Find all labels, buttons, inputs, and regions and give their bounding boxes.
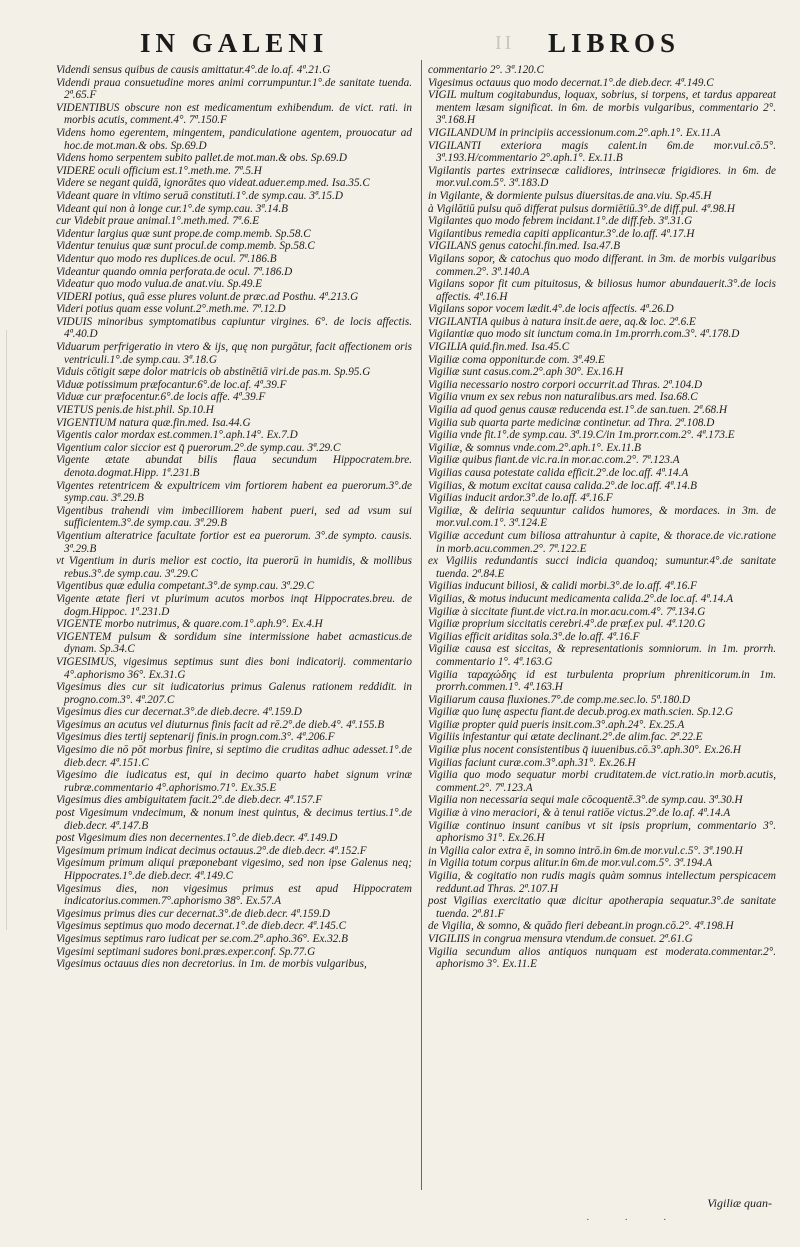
index-entry: Vigilias efficit ariditas sola.3°.de lo.aff. 4ª.16.F	[428, 630, 640, 643]
index-entry: Vigilantis partes extrinsecæ calidiores, intrinsecæ frigidiores. in 6m. de mor.vul.com.5°. 3ª.183.D	[428, 164, 776, 190]
index-entry: Vigiliæ causa est siccitas, & representationis somniorum. in 1m. prorrh. commentario 1°. 4ª.163.G	[428, 643, 776, 668]
index-entry: Vigiliæ quibus fiant.de vic.ra.in mor.ac.com.2°. 7ª.123.A	[428, 454, 680, 467]
index-entry: VIGILIA quid.fin.med. Isa.45.C	[428, 341, 570, 354]
index-entry: Vigilia sub quarta parte medicinæ continetur. ad Thra. 2ª.108.D	[428, 416, 715, 429]
index-entry: Vigilia ταραχώδης id est turbulenta proprium phreniticorum.in 1m. prorrh.commen.1°. 4ª.163.H	[428, 668, 776, 694]
index-entry: Vigesimus dies cur sit iudicatorius primus Galenus rationem reddidit. in progno.com.3°. 4ª.207.C	[56, 681, 412, 706]
index-entry: post Vigesimum dies non decernentes.1°.de dieb.decr. 4ª.149.D	[56, 832, 338, 845]
running-head-right: LIBROS	[548, 28, 681, 58]
index-entry: vt Vigentium in duris melior est coctio, ita puerorū in humidis, & mollibus rebus.3°.de symp.cau. 3ª.29.C	[56, 555, 412, 580]
index-entry: Vigilantes quo modo febrem incidant.1°.de diff.feb. 3ª.31.G	[428, 215, 693, 228]
index-entry: Vigesimus octauus quo modo decernat.1°.de dieb.decr. 4ª.149.C	[428, 76, 714, 89]
index-entry: Vigente ætate fieri vt plurimum acutos morbos inqt Hippocrates.breu. de dogm.Hippoc. 1ª.231.D	[56, 592, 412, 618]
index-entry: Vigente ætate abundat bilis flaua secundum Hippocratem.bre. denota.dogmat.Hipp. 1ª.231.B	[56, 454, 412, 479]
index-entry: Vigiliæ propter quid pueris insit.com.3°.aph.24°. Ex.25.A	[428, 718, 685, 731]
index-entry: Vigilantibus remedia capiti applicantur.3°.de lo.aff. 4ª.17.H	[428, 227, 695, 240]
index-column-right	[428, 64, 776, 971]
index-entry: in Vigilia calor extra ē, in somno intrō.in 6m.de mor.vul.c.5°. 3ª.190.H	[428, 844, 743, 857]
index-entry: cur Videbit praue animal.1°.meth.med. 7ª.6.E	[56, 215, 260, 228]
index-entry: VIGENTE morbo nutrimus, & quare.com.1°.aph.9°. Ex.4.H	[56, 618, 323, 631]
index-entry: VIGESIMUS, vigesimus septimus sunt dies boni indicatorij. commentario 4°.aphorismo 36°. Ex.31.G	[56, 655, 412, 681]
index-entry: Videndi sensus quibus de causis amittatur.4°.de lo.af. 4ª.21.G	[56, 64, 331, 76]
page-edge-shadow	[6, 330, 15, 930]
index-entry: de Vigilia, & somno, & quādo fieri debeant.in progn.cō.2°. 4ª.198.H	[428, 920, 734, 933]
index-entry: Vigilias inducit ardor.3°.de lo.aff. 4ª.16.F	[428, 492, 613, 505]
index-entry: commentario 2°. 3ª.120.C	[428, 64, 545, 76]
index-entry: Vigilantiæ quo modo sit iunctum coma.in 1m.prorrh.com.3°. 4ª.178.D	[428, 328, 740, 341]
index-entry: Viduæ cur præfocentur.6°.de locis affe. 4ª.39.F	[56, 391, 266, 404]
index-entry: Viduarum perfrigeratio in vtero & ijs, quę non purgātur, facit affectionem oris ventriculi.1°.de symp.cau. 3ª.18.G	[56, 341, 412, 366]
index-entry: Vigiliæ accedunt cum biliosa attrahuntur à capite, & thorace.de vic.ratione in morb.acu.commen.2°. 7ª.122.E	[428, 529, 776, 555]
index-entry: Vigiliarum causa fluxiones.7°.de comp.me.sec.lo. 5ª.180.D	[428, 693, 691, 706]
index-entry: Vigesimus an acutus vel diuturnus finis facit ad rē.2°.de dieb.4°. 4ª.155.B	[56, 718, 385, 731]
index-entry: Vigilias, & motus inducunt medicamenta calida.2°.de loc.af. 4ª.14.A	[428, 592, 734, 605]
index-entry: Vigesimum primum indicat decimus octauus.2°.de dieb.decr. 4ª.152.F	[56, 844, 367, 857]
index-entry: Vigiliæ, & somnus vnde.com.2°.aph.1°. Ex.11.B	[428, 441, 641, 454]
index-entry: Videntur quo modo res duplices.de ocul. 7ª.186.B	[56, 252, 277, 265]
index-entry: Vigilia vnde fit.1°.de symp.cau. 3ª.19.C/in 1m.prorr.com.2°. 4ª.173.E	[428, 429, 735, 442]
index-entry: Vigesimus septimus raro iudicat per se.com.2°.apho.36°. Ex.32.B	[56, 932, 349, 945]
index-entry: Vigilia, & cogitatio non rudis magis quàm somnus intellectum perspicacem reddunt.ad Thras. 2ª.107.H	[428, 870, 776, 895]
index-entry: Vigiliæ quo lunę aspectu fiant.de decub.prog.ex math.scien. Sp.12.G	[428, 706, 734, 719]
index-entry: Vigiliæ coma opponitur.de com. 3ª.49.E	[428, 353, 605, 366]
index-entry: Vigilans sopor, & catochus quo modo differant. in 3m. de morbis vulgaribus commen.2°. 3ª.140.A	[428, 252, 776, 278]
index-entry: Vigilias, & motum excitat causa calida.2°.de loc.aff. 4ª.14.B	[428, 479, 697, 492]
column-divider	[421, 60, 422, 1190]
running-head-left: IN GALENI	[140, 28, 329, 58]
index-entry: Vigilia quo modo sequatur morbi cruditatem.de vict.ratio.in morb.acutis, comment.2°. 7ª.123.A	[428, 769, 776, 794]
index-entry: VIGIL multum cogitabundus, loquax, sobrius, si torpens, et tardus appareat mentem læsam significat. in 6m. de morbis vulgaribus, commentario 2°. 3ª.168.H	[428, 89, 776, 127]
index-entry: Vigilia non necessaria sequi male cōcoquentē.3°.de symp.cau. 3ª.30.H	[428, 794, 743, 807]
print-specks: · · ·	[586, 1214, 683, 1226]
index-entry: Vigiliæ à siccitate fiunt.de vict.ra.in mor.acu.com.4°. 7ª.134.G	[428, 605, 706, 618]
index-entry: VIGILANTI exteriora magis calent.in 6m.de mor.vul.cō.5°. 3ª.193.H/commentario 2°.aph.1°. Ex.11.B	[428, 139, 776, 165]
index-entry: VIGILANDUM in principiis accessionum.com.2°.aph.1°. Ex.11.A	[428, 126, 721, 139]
index-entry: Videatur quo modo vulua.de anat.viu. Sp.49.E	[56, 278, 263, 291]
index-entry: Vigesimus dies, non vigesimus primus est apud Hippocratem indicatorius.commen.7°.aphorismo 38°. Ex.57.A	[56, 882, 412, 908]
index-entry: Videns homo serpentem subito pallet.de mot.man.& obs. Sp.69.D	[56, 152, 347, 165]
index-entry: Vigesimus primus dies cur decernat.3°.de dieb.decr. 4ª.159.D	[56, 907, 330, 920]
index-entry: VIGENTEM pulsum & sordidum sine intermissione habet acmasticus.de dynam. Sp.34.C	[56, 630, 412, 656]
index-entry: VIETUS penis.de hist.phil. Sp.10.H	[56, 404, 214, 417]
index-entry: Vigesimus dies cur decernat.3°.de dieb.decre. 4ª.159.D	[56, 706, 302, 719]
index-entry: Vigesimus dies tertij septenarij finis.in progn.com.3°. 4ª.206.F	[56, 731, 335, 744]
index-entry: Vigesimus dies ambiguitatem facit.2°.de dieb.decr. 4ª.157.F	[56, 794, 323, 807]
index-entry: Vigilia ad quod genus causæ reducenda est.1°.de san.tuen. 2ª.68.H	[428, 404, 728, 417]
index-entry: Viduæ potissimum præfocantur.6°.de loc.af. 4ª.39.F	[56, 378, 287, 391]
index-entry: Vigesimi septimani sudores boni.præs.exper.conf. Sp.77.G	[56, 945, 316, 958]
index-entry: Vigesimo die iudicatus est, qui in decimo quarto habet signum vrinæ rubræ.commentario 4°.aphorismo.71°. Ex.35.E	[56, 769, 412, 794]
index-entry: in Vigilia totum corpus alitur.in 6m.de mor.vul.com.5°. 3ª.194.A	[428, 857, 713, 870]
index-entry: post Vigesimum vndecimum, & nonum inest quintus, & decimus tertius.1°.de dieb.decr. 4ª.147.B	[56, 807, 412, 832]
index-entry: Videntur largius quæ sunt prope.de comp.memb. Sp.58.C	[56, 227, 311, 240]
index-entry: Vigentibus trahendi vim imbecilliorem habent pueri, sed ad vsum sui sufficientem.3°.de symp.cau. 3ª.29.B	[56, 504, 412, 530]
index-entry: Vigiliæ, & deliria sequuntur calidos humores, & mordaces. in 3m. de mor.vul.com.1°. 3ª.124.E	[428, 504, 776, 530]
index-entry: VIGENTIUM natura quæ.fin.med. Isa.44.G	[56, 416, 251, 429]
index-entry: Vigesimum primum aliqui præponebant vigesimo, sed non ipse Galenus neq; Hippocrates.1°.de dieb.decr. 4ª.149.C	[56, 857, 412, 882]
index-entry: Viduis cōtigit sæpe dolor matricis ob abstinētiā viri.de pas.m. Sp.95.G	[56, 366, 371, 379]
index-entry: Vigilia secundum alios antiquos nunquam est moderata.commentar.2°. aphorismo 3°. Ex.11.E	[428, 945, 776, 971]
catchword: Vigiliæ quan-	[707, 1196, 772, 1210]
index-entry: Videant qui non à longe cur.1°.de symp.cau. 3ª.14.B	[56, 202, 288, 215]
index-entry: Videre se negant quidā, ignorātes quo videat.aduer.emp.med. Isa.35.C	[56, 177, 370, 190]
index-entry: Vigentes retentricem & expultricem vim fortiorem habent ea puerorum.3°.de symp.cau. 3ª.29.B	[56, 479, 412, 505]
index-entry: Videri potius quam esse volunt.2°.meth.me. 7ª.12.D	[56, 303, 286, 316]
index-entry: VIGILANS genus catochi.fin.med. Isa.47.B	[428, 240, 621, 253]
index-entry: VIDENTIBUS obscure non est medicamentum exhibendum. de vict. rati. in morbis acutis, comment.4°. 7ª.150.F	[56, 101, 412, 127]
index-column-left	[56, 64, 412, 971]
index-entry: VIGILANTIA quibus à natura insit.de aere, aq.& loc. 2ª.6.E	[428, 315, 696, 328]
index-entry: Vigesimus septimus quo modo decernat.1°.de dieb.decr. 4ª.145.C	[56, 920, 347, 933]
index-entry: Vigilans sopor vocem lædit.4°.de locis affectis. 4ª.26.D	[428, 303, 674, 316]
index-entry: Videns homo egerentem, mingentem, pandiculatione agentem, prouocatur ad hoc.de mot.man.& obs. Sp.69.D	[56, 126, 412, 152]
index-entry: Vigiliæ plus nocent consistentibus q̄ iuuenibus.cō.3°.aph.30°. Ex.26.H	[428, 744, 741, 757]
index-entry: Videndi praua consuetudine mores animi corrumpuntur.1°.de sanitate tuenda. 2ª.65.F	[56, 76, 412, 102]
index-entry: Vigesimo die nō pōt morbus finire, si septimo die cruditas adhuc adesset.1°.de dieb.decr. 4ª.151.C	[56, 744, 412, 769]
index-entry: Videant quare in vltimo seruā constituti.1°.de symp.cau. 3ª.15.D	[56, 189, 343, 202]
index-entry: Vigentibus quæ edulia competant.3°.de symp.cau. 3ª.29.C	[56, 580, 315, 593]
index-entry: VIDERE oculi officium est.1°.meth.me. 7ª.5.H	[56, 164, 262, 177]
index-entry: Vigilans sopor fit cum pituitosus, & biliosus humor abundauerit.3°.de locis affectis. 4ª.16.H	[428, 278, 776, 303]
index-entry: Vigilia necessario nostro corpori occurrit.ad Thras. 2ª.104.D	[428, 378, 703, 391]
index-entry: Vigiliæ sunt casus.com.2°.aph 30°. Ex.16.H	[428, 366, 624, 379]
index-entry: Vigiliæ à vino meraciori, & à tenui ratiōe victus.2°.de lo.af. 4ª.14.A	[428, 807, 731, 820]
index-entry: Vigiliis infestantur qui ætate declinant.2°.de alim.fac. 2ª.22.E	[428, 731, 703, 744]
index-entry: Vigilias faciunt curæ.com.3°.aph.31°. Ex.26.H	[428, 756, 636, 769]
index-entry: ex Vigiliis redundantis succi indicia quandoq; sumuntur.4°.de sanitate tuenda. 2ª.84.E	[428, 555, 776, 580]
index-entry: Videntur tenuius quæ sunt procul.de comp.memb. Sp.58.C	[56, 240, 315, 253]
index-entry: Vigilias inducunt biliosi, & calidi morbi.3°.de lo.aff. 4ª.16.F	[428, 580, 698, 593]
index-entry: VIGILIIS in congrua mensura vtendum.de consuet. 2ª.61.G	[428, 932, 693, 945]
bleed-through-text: II	[495, 32, 515, 54]
index-entry: Vigentium alteratrice facultate fortior est ea puerorum. 3°.de sympto. causis. 3ª.29.B	[56, 529, 412, 555]
index-entry: VIDUIS minoribus symptomatibus capiuntur virgines. 6°. de locis affectis. 4ª.40.D	[56, 315, 412, 341]
index-entry: à Vigilātiū pulsu quō differat pulsus dormiētiū.3°.de diff.pul. 4ª.98.H	[428, 202, 735, 215]
index-entry: Vigentium calor siccior est q̄ puerorum.2°.de symp.cau. 3ª.29.C	[56, 441, 341, 454]
index-entry: Vigiliæ continuo insunt canibus vt sit ipsis proprium, commentario 3°. aphorismo 31°. Ex.26.H	[428, 819, 776, 845]
index-entry: Vigilia vnum ex sex rebus non naturalibus.ars med. Isa.68.C	[428, 391, 698, 404]
index-entry: Videantur quando omnia perforata.de ocul. 7ª.186.D	[56, 265, 293, 278]
index-entry: in Vigilante, & dormiente pulsus diuersitas.de ana.viu. Sp.45.H	[428, 189, 712, 202]
index-entry: Vigiliæ proprium siccitatis cerebri.4°.de præf.ex pul. 4ª.120.G	[428, 618, 706, 631]
index-entry: Vigentis calor mordax est.commen.1°.aph.14°. Ex.7.D	[56, 429, 298, 442]
index-entry: VIDERI potius, quā esse plures volunt.de præc.ad Posthu. 4ª.213.G	[56, 290, 359, 303]
index-entry: Vigesimus octauus dies non decretorius. in 1m. de morbis vulgaribus,	[56, 958, 367, 971]
index-entry: post Vigilias exercitatio quæ dicitur apotherapia sequatur.3°.de sanitate tuenda. 2ª.81.F	[428, 895, 776, 920]
index-entry: Vigilias causa potestate calida efficit.2°.de loc.aff. 4ª.14.A	[428, 467, 689, 479]
